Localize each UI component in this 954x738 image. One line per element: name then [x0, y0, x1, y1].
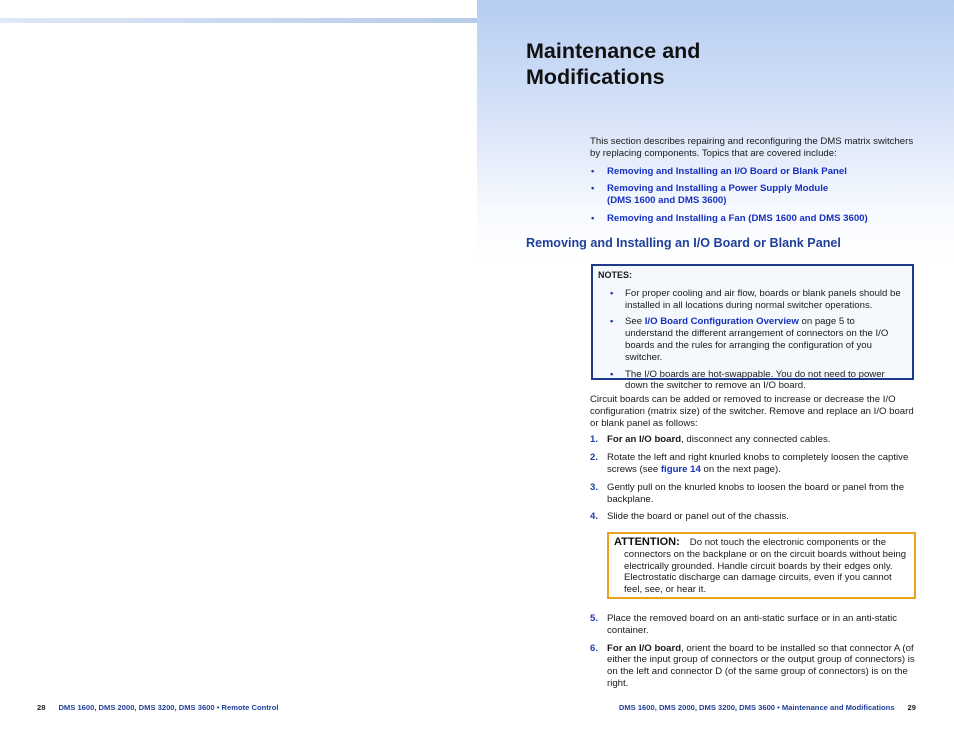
step-item [590, 613, 916, 637]
attention-label: ATTENTION: [614, 536, 680, 548]
step-number: 1. [590, 434, 599, 446]
step-number: 6. [590, 642, 599, 654]
topic-link-fan[interactable]: Removing and Installing a Fan (DMS 1600 and DMS 3600) [607, 212, 868, 224]
step-item [590, 643, 916, 690]
note-text-prefix: See [625, 316, 645, 328]
footer-right [619, 703, 916, 712]
notes-list [598, 288, 902, 392]
topic-item[interactable] [590, 213, 916, 225]
topic-list [590, 166, 916, 225]
topic-item[interactable] [590, 183, 916, 207]
steps-list-part1 [590, 434, 916, 523]
step-number: 5. [590, 613, 599, 624]
bullet-icon: • [610, 368, 614, 380]
bullet-icon: • [610, 316, 614, 328]
procedure-section-continued [590, 613, 916, 696]
right-page-number: 29 [907, 703, 916, 712]
attention-box [607, 532, 916, 599]
step-item [590, 511, 916, 523]
step-text: , disconnect any connected cables. [681, 434, 831, 446]
step-text: , orient the board to be installed so that connector A (of either the input group of connectors or the output group of connectors) is on the left and connector D (of the same group of connectors) is on the right. [607, 642, 915, 689]
note-text: The I/O boards are hot-swappable. You do not need to power down the switcher to remove an I/O board. [625, 368, 885, 392]
notes-box [591, 264, 914, 392]
figure-14-link[interactable]: figure 14 [660, 463, 701, 475]
step-text: Place the removed board on an anti-static surface or in an anti-static container. [607, 613, 898, 636]
steps-list-part2 [590, 613, 916, 690]
note-item [598, 288, 902, 312]
io-board-overview-link[interactable]: I/O Board Configuration Overview [644, 316, 799, 328]
page-title [526, 38, 826, 90]
topic-link-power-supply[interactable]: Removing and Installing a Power Supply Module (DMS 1600 and DMS 3600) [607, 183, 829, 207]
procedure-section [590, 394, 916, 529]
right-footer-text: DMS 1600, DMS 2000, DMS 3200, DMS 3600 • Maintenance and Modifications [618, 703, 895, 712]
step-item [590, 452, 916, 476]
step-number: 4. [590, 511, 599, 523]
section-heading: Removing and Installing an I/O Board or Blank Panel [526, 236, 841, 250]
step-number: 2. [590, 452, 599, 464]
title-line-2: Modifications [526, 65, 665, 89]
attention-text: Do not touch the electronic components or the connectors on the backplane or on the circuit boards without being electrically grounded. Handle circuit boards by their edges only. Electrostatic discharge can damage circuits, even if you cannot feel, see, or hear it. [624, 537, 907, 596]
footer-left [37, 703, 278, 712]
step-text: Gently pull on the knurled knobs to loosen the board or panel from the backplane. [607, 481, 905, 505]
bullet-icon: • [591, 212, 595, 224]
intro-section [590, 136, 916, 231]
step-bold: For an I/O board [607, 642, 682, 654]
step-text-end: on the next page). [700, 463, 781, 475]
bullet-icon: • [591, 165, 595, 177]
left-footer-text: DMS 1600, DMS 2000, DMS 3200, DMS 3600 • Remote Control [58, 703, 279, 712]
step-item [590, 434, 916, 446]
step-text: Slide the board or panel out of the chassis. [607, 511, 789, 523]
intro-text: This section describes repairing and reconfiguring the DMS matrix switchers by replacing components. Topics that are covered include: [590, 136, 914, 159]
topic-item[interactable] [590, 166, 916, 178]
bullet-icon: • [610, 287, 614, 299]
step-text: Rotate the left and right knurled knobs to completely loosen the captive screws (see [607, 452, 909, 475]
note-item [598, 316, 902, 363]
step-item [590, 482, 916, 506]
left-page-number: 28 [37, 703, 46, 712]
title-line-1: Maintenance and [526, 39, 701, 63]
note-text-suffix: on page 5 to understand the different arrangement of connectors on the I/O boards and the rules for arranging the configuration of you switcher. [625, 316, 889, 363]
procedure-intro: Circuit boards can be added or removed to increase or decrease the I/O configuration (matrix size) of the switcher. Remove and replace an I/O board or blank panel as follows: [590, 394, 914, 429]
step-number: 3. [590, 481, 599, 493]
topic-link-io-board[interactable]: Removing and Installing an I/O Board or Blank Panel [607, 165, 847, 177]
note-item [598, 369, 902, 393]
top-decorative-band [0, 18, 477, 23]
notes-title: NOTES: [598, 270, 633, 280]
attention-content [614, 537, 909, 596]
bullet-icon: • [591, 183, 595, 195]
note-text: For proper cooling and air flow, boards or blank panels should be installed in all locations during normal switcher operations. [625, 287, 901, 311]
step-bold: For an I/O board [607, 434, 682, 446]
